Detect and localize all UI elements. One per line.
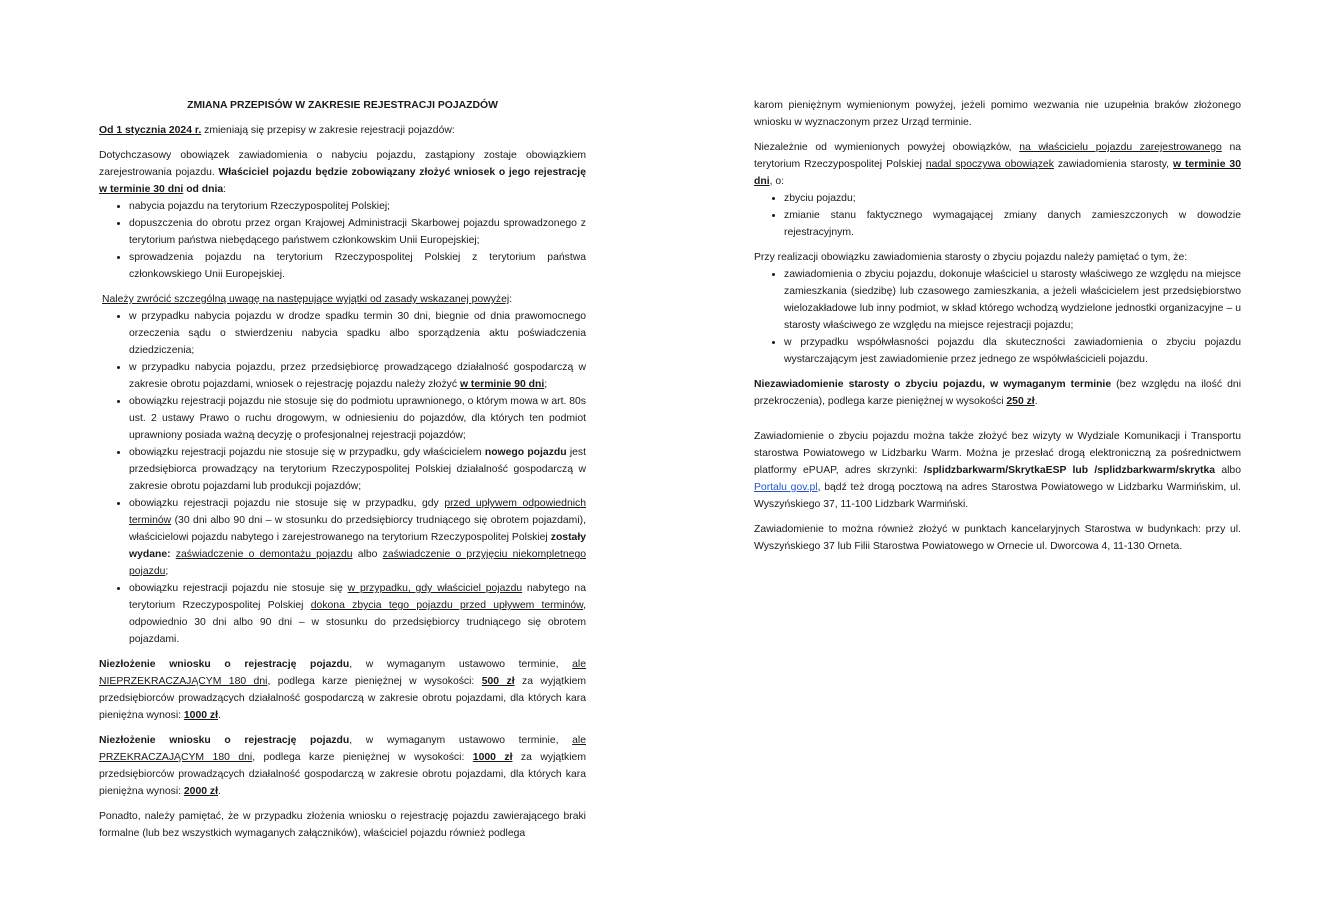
list-item: • zmianie stanu faktycznego wymagającej zmiany danych zamieszczonych w dowodzie rejestracyjnym. (784, 207, 1241, 241)
list-item: • nabycia pojazdu na terytorium Rzeczypospolitej Polskiej; (129, 198, 586, 215)
left-column (99, 97, 586, 850)
list-item: • w przypadku współwłasności pojazdu dla skuteczności zawiadomienia o zbyciu pojazdu wystarczającym jest zawiadomienie przez jednego ze współwłaścicieli pojazdu. (784, 334, 1241, 368)
notification-penalty-paragraph: Niezawiadomienie starosty o zbyciu pojazdu, w wymaganym terminie (bez względu na ilość dni przekroczenia), podlega karze pieniężnej w wysokości 250 zł. (754, 379, 1242, 407)
electronic-submission-paragraph: Zawiadomienie o zbyciu pojazdu można także złożyć bez wizyty w Wydziale Komunikacji i Transportu starostwa Powiatowego w Lidzbarku Warm. Można je przesłać drogą elektroniczną za pośrednictwem platformy ePUAP, adres skrzynki: /splidzbarkwarm/SkrytkaESP lub /splidzbarkwarm/skrytka albo Portalu gov.pl, bądź też drogą pocztową na adres Starostwa Powiatowego w Lidzbarku Warmińskim, ul. Wyszyńskiego 37, 11-100 Lidzbark Warmiński. (754, 431, 1242, 510)
intro-paragraph: Od 1 stycznia 2024 r. zmieniają się przepisy w zakresie rejestracji pojazdów: (99, 125, 455, 136)
notification-cases-list (754, 190, 1241, 241)
continuation-paragraph: karom pieniężnym wymienionym powyżej, jeżeli pomimo wezwania nie uzupełnia braków złożonego wniosku w wyznaczonym przez Urząd terminie. (754, 100, 1241, 128)
notification-rules-heading: Przy realizacji obowiązku zawiadomienia starosty o zbyciu pojazdu należy pamiętać o tym, że: (754, 252, 1188, 263)
list-item: • dopuszczenia do obrotu przez organ Krajowej Administracji Skarbowej pojazdu sprowadzonego z terytorium państwa niebędącego państwem członkowskim Unii Europejskiej; (129, 215, 586, 249)
list-item: • obowiązku rejestracji pojazdu nie stosuje się w przypadku, gdy właściciel pojazdu nabytego na terytorium Rzeczypospolitej Polskiej dokona zbycia tego pojazdu przed upływem terminów, odpowiednio 30 dni albo 90 dni – w stosunku do przedsiębiorcy trudniącego się obrotem pojazdami. (129, 580, 586, 648)
registration-obligation-paragraph: Dotychczasowy obowiązek zawiadomienia o nabyciu pojazdu, zastąpiony zostaje obowiązkiem zarejestrowania pojazdu. Właściciel pojazdu będzie zobowiązany złożyć wniosek o jego rejestrację w terminie 30 dni od dnia: (99, 150, 586, 195)
notification-obligation-paragraph: Niezależnie od wymienionych powyżej obowiązków, na właścicielu pojazdu zarejestrowanego na terytorium Rzeczypospolitej Polskiej nadal spoczywa obowiązek zawiadomienia starosty, w terminie 30 dni, o: (754, 142, 1242, 187)
office-submission-paragraph: Zawiadomienie to można również złożyć w punktach kancelaryjnych Starostwa w budynkach: przy ul. Wyszyńskiego 37 lub Filii Starostwa Powiatowego w Ornecie ul. Dworcowa 4, 11-130 Orneta. (754, 524, 1241, 552)
penalty-paragraph-2: Niezłożenie wniosku o rejestrację pojazdu, w wymaganym ustawowo terminie, ale PRZEKRACZAJĄCYM 180 dni, podlega karze pieniężnej w wysokości: 1000 zł za wyjątkiem przedsiębiorców prowadzących działalność gospodarczą w zakresie obrotu pojazdami, dla których kara pieniężna wynosi: 2000 zł. (99, 735, 586, 797)
list-item: • w przypadku nabycia pojazdu, przez przedsiębiorcę prowadzącego działalność gospodarczą w zakresie obrotu pojazdami, wniosek o rejestrację pojazdu należy złożyć w terminie 90 dni; (129, 359, 586, 393)
page-title: ZMIANA PRZEPISÓW W ZAKRESIE REJESTRACJI POJAZDÓW (187, 100, 498, 111)
registration-cases-list (99, 198, 586, 283)
list-item: • obowiązku rejestracji pojazdu nie stosuje się w przypadku, gdy przed upływem odpowiednich terminów (30 dni albo 90 dni – w stosunku do przedsiębiorcy trudniącego się obrotem pojazdami), właścicielowi pojazdu nabytego i zarejestrowanego na terytorium Rzeczypospolitej Polskiej zostały wydane: zaświadczenie o demontażu pojazdu albo zaświadczenie o przyjęciu niekompletnego pojazdu; (129, 495, 586, 580)
exceptions-heading: Należy zwrócić szczególną uwagę na następujące wyjątki od zasady wskazanej powyżej: (102, 294, 513, 305)
effective-date: Od 1 stycznia 2024 r. (99, 125, 202, 136)
list-item: • w przypadku nabycia pojazdu w drodze spadku termin 30 dni, biegnie od dnia prawomocnego orzeczenia sądu o stwierdzeniu nabycia spadku albo sporządzenia aktu poświadczenia dziedziczenia; (129, 308, 586, 359)
exceptions-list (99, 308, 586, 648)
list-item: • obowiązku rejestracji pojazdu nie stosuje się w przypadku, gdy właścicielem nowego pojazdu jest przedsiębiorca prowadzący na terytorium Rzeczypospolitej Polskiej działalność gospodarczą w zakresie obrotu pojazdami lub produkcji pojazdów; (129, 444, 586, 495)
list-item: • sprowadzenia pojazdu na terytorium Rzeczypospolitej Polskiej z terytorium państwa członkowskiego Unii Europejskiej. (129, 249, 586, 283)
list-item: • zbyciu pojazdu; (784, 190, 1241, 207)
penalty-paragraph-1: Niezłożenie wniosku o rejestrację pojazdu, w wymaganym ustawowo terminie, ale NIEPRZEKRACZAJĄCYM 180 dni, podlega karze pieniężnej w wysokości: 500 zł za wyjątkiem przedsiębiorców prowadzących działalność gospodarczą w zakresie obrotu pojazdami, dla których kara pieniężna wynosi: 1000 zł. (99, 659, 587, 721)
notification-rules-list (754, 266, 1241, 368)
list-item: • zawiadomienia o zbyciu pojazdu, dokonuje właściciel u starosty właściwego ze względu na miejsce zamieszkania (siedzibę) lub czasowego zamieszkania, a jeżeli właścicielem jest przedsiębiorstwo wielozakładowe lub inny podmiot, w skład którego wchodzą wydzielone jednostki organizacyjne – u starosty właściwego ze względu na miejsce rejestracji pojazdu; (784, 266, 1241, 334)
portal-gov-link[interactable]: Portalu gov.pl (754, 482, 818, 493)
right-column (754, 97, 1241, 563)
formal-defects-paragraph: Ponadto, należy pamiętać, że w przypadku złożenia wniosku o rejestrację pojazdu zawierającego braki formalne (lub bez wszystkich wymaganych załączników), właściciel pojazdu również podlega (99, 811, 586, 839)
list-item: • obowiązku rejestracji pojazdu nie stosuje się do podmiotu uprawnionego, o którym mowa w art. 80s ust. 2 ustawy Prawo o ruchu drogowym, w odniesieniu do pojazdów, dla których ten podmiot uprawniony posiada ważną decyzję o profesjonalnej rejestracji pojazdów; (129, 393, 586, 444)
